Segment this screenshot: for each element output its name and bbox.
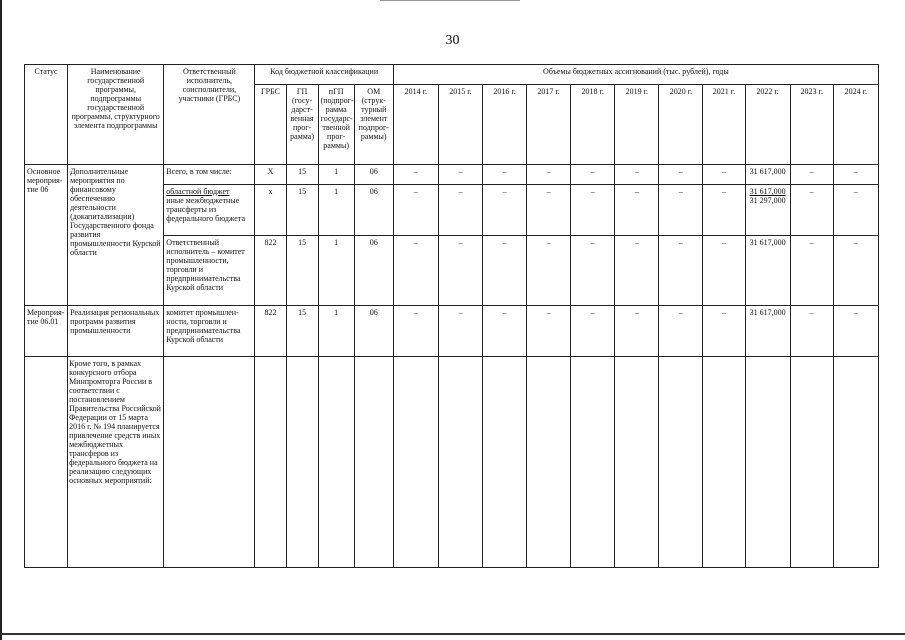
value-cell: –: [659, 165, 703, 185]
value-cell: –: [438, 306, 482, 357]
value-cell: –: [393, 236, 438, 306]
value-cell: –: [615, 236, 659, 306]
name-cell: Реализация региональных программ развития промышленности: [68, 306, 164, 357]
header-volumes-group: Объемы бюджетных ассигнований (тыс. рублей), годы: [393, 65, 878, 85]
empty-cell: [571, 357, 615, 568]
header-om: ОМ (струк-турный элемент подпрог-раммы): [354, 85, 393, 165]
value-cell: –: [527, 306, 571, 357]
empty-cell: [438, 357, 482, 568]
header-year: 2014 г.: [393, 85, 438, 165]
value-cell: 31 617,000: [745, 236, 790, 306]
gp-cell: 15: [286, 306, 318, 357]
page-number: 30: [445, 33, 460, 48]
value-cell: –: [482, 165, 526, 185]
header-year: 2023 г.: [790, 85, 833, 165]
empty-cell: [745, 357, 790, 568]
scan-edge-bottom: [0, 633, 905, 635]
om-cell: 06: [354, 185, 393, 236]
empty-cell: [286, 357, 318, 568]
note-row: [25, 357, 879, 568]
status-cell: Основное мероприя-тие 06: [25, 165, 68, 306]
value-regional: 31 617,000: [749, 187, 786, 196]
value-cell: –: [703, 165, 745, 185]
value-cell: –: [703, 306, 745, 357]
pgp-cell: 1: [318, 185, 354, 236]
grbs-cell: х: [255, 185, 286, 236]
header-year: 2024 г.: [833, 85, 878, 165]
empty-cell: [393, 357, 438, 568]
header-code-group: Код бюджетной классификации: [255, 65, 393, 85]
om-cell: 06: [354, 236, 393, 306]
budget-source-federal: иные межбюджетные трансферты из федерального бюджета: [166, 196, 245, 223]
value-cell: –: [659, 306, 703, 357]
value-cell: –: [659, 185, 703, 236]
value-cell: –: [527, 236, 571, 306]
header-year: 2017 г.: [527, 85, 571, 165]
scan-edge-left: [0, 0, 2, 640]
value-cell: –: [703, 236, 745, 306]
value-cell: –: [482, 306, 526, 357]
empty-cell: [615, 357, 659, 568]
value-cell: –: [659, 236, 703, 306]
value-cell: –: [833, 306, 878, 357]
gp-cell: 15: [286, 185, 318, 236]
value-cell: –: [571, 236, 615, 306]
grbs-cell: 822: [255, 236, 286, 306]
value-cell: 31 617,000: [745, 306, 790, 357]
om-cell: 06: [354, 306, 393, 357]
value-cell: –: [393, 185, 438, 236]
empty-cell: [527, 357, 571, 568]
value-cell: –: [703, 185, 745, 236]
value-cell: –: [438, 165, 482, 185]
empty-cell: [164, 357, 255, 568]
responsible-cell: комитет промышлен-ности, торговли и предпринимательства Курской области: [164, 306, 255, 357]
value-cell: –: [438, 185, 482, 236]
grbs-cell: Х: [255, 165, 286, 185]
value-cell: –: [615, 165, 659, 185]
value-cell: –: [790, 165, 833, 185]
responsible-cell: Всего, в том числе:: [164, 165, 255, 185]
header-year: 2021 г.: [703, 85, 745, 165]
header-year: 2015 г.: [438, 85, 482, 165]
grbs-cell: 822: [255, 306, 286, 357]
empty-cell: [318, 357, 354, 568]
value-federal: 31 297,000: [749, 196, 786, 205]
pgp-cell: 1: [318, 306, 354, 357]
value-cell: –: [790, 236, 833, 306]
header-status: Статус: [25, 65, 68, 165]
value-cell: –: [833, 185, 878, 236]
value-cell: –: [393, 165, 438, 185]
value-cell: –: [615, 185, 659, 236]
header-year: 2020 г.: [659, 85, 703, 165]
pgp-cell: 1: [318, 165, 354, 185]
note-cell: Кроме того, в рамках конкурсного отбора Минпромторга России в соответствии с постановлением Правительства Российской Федерации от 15 марта 2016 г. № 194 планируется привлечение средств иных межбюджетных трансферов из федерального бюджета на реализацию следующих основных мероприятий:: [68, 357, 164, 568]
empty-cell: [833, 357, 878, 568]
empty-cell: [482, 357, 526, 568]
header-year: 2019 г.: [615, 85, 659, 165]
empty-cell: [25, 357, 68, 568]
value-cell: –: [615, 306, 659, 357]
responsible-cell: [164, 185, 255, 236]
header-year: 2018 г.: [571, 85, 615, 165]
value-cell: [745, 185, 790, 236]
value-cell: –: [527, 165, 571, 185]
pgp-cell: 1: [318, 236, 354, 306]
empty-cell: [659, 357, 703, 568]
value-cell: –: [571, 306, 615, 357]
value-cell: –: [527, 185, 571, 236]
header-year: 2022 г.: [745, 85, 790, 165]
empty-cell: [703, 357, 745, 568]
scan-edge-top: [380, 0, 520, 1]
responsible-cell: Ответственный исполнитель – комитет промышленности, торговли и предпринимательства Курской области: [164, 236, 255, 306]
empty-cell: [354, 357, 393, 568]
header-grbs: ГРБС: [255, 85, 286, 165]
name-cell: Дополнительные мероприятия по финансовому обеспечению деятельности (докапитализации) Государственного фонда развития промышленности Курской области: [68, 165, 164, 306]
header-year: 2016 г.: [482, 85, 526, 165]
gp-cell: 15: [286, 236, 318, 306]
table-row: [25, 306, 879, 357]
value-cell: –: [482, 185, 526, 236]
value-cell: –: [571, 185, 615, 236]
empty-cell: [790, 357, 833, 568]
header-pgp: пГП (подпрог-рамма государс-твенной прог-раммы): [318, 85, 354, 165]
value-cell: –: [833, 236, 878, 306]
value-cell: –: [790, 306, 833, 357]
value-cell: –: [571, 165, 615, 185]
gp-cell: 15: [286, 165, 318, 185]
value-cell: 31 617,000: [745, 165, 790, 185]
status-cell: Мероприя-тие 06.01: [25, 306, 68, 357]
header-name: Наименование государственной программы, подпрограммы государственной программы, структурного элемента подпрограммы: [68, 65, 164, 165]
table-row: [25, 165, 879, 185]
value-cell: –: [393, 306, 438, 357]
empty-cell: [255, 357, 286, 568]
header-row-1: [25, 65, 879, 85]
value-cell: –: [438, 236, 482, 306]
header-responsible: Ответственный исполнитель, соисполнители, участники (ГРБС): [164, 65, 255, 165]
value-cell: –: [790, 185, 833, 236]
om-cell: 06: [354, 165, 393, 185]
value-cell: –: [833, 165, 878, 185]
budget-table: [24, 64, 879, 568]
value-cell: –: [482, 236, 526, 306]
header-gp: ГП (госу-дарст-венная прог-рамма): [286, 85, 318, 165]
budget-source-regional: областной бюджет: [166, 187, 230, 196]
